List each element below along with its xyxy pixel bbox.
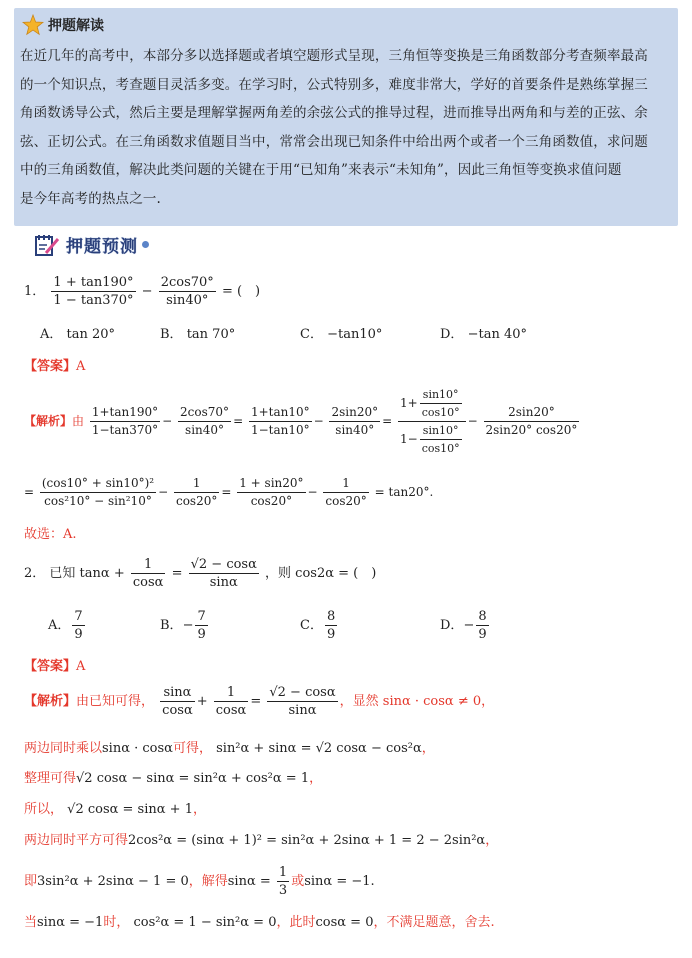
q1-option-c: C． −tan10°: [300, 327, 383, 342]
q2-stem: [24, 556, 376, 591]
sol-frac: $\frac{√2 - \cos\alpha}{\sin\alpha}$: [269, 685, 336, 718]
section-title: 押题预测: [66, 237, 138, 257]
q1-answer-value: A: [76, 359, 86, 374]
q1-number: 1．: [24, 284, 46, 299]
intro-line: 是今年高考的热点之一.: [20, 190, 161, 207]
q2-solution-line-6: 即3sin²α + 2sinα − 1 = 0，解得sinα = $\frac{1}{3}$ 或sinα = −1.: [24, 865, 375, 898]
sol-frac: $\frac{2\cos 70^\circ}{\sin 40^\circ}$: [180, 405, 230, 437]
sol-frac: $\frac{1}{\cos 20^\circ}$: [325, 476, 367, 508]
q1-you: 由: [72, 414, 85, 428]
sol-frac: $\frac{1 + \sin 20^\circ}{\cos 20^\circ}$: [239, 476, 304, 508]
sol-frac: $\frac{1}{\cos\alpha}$: [215, 685, 247, 718]
intro-line: 弦、正切公式。在三角函数求值题目当中，常常会出现已知条件中给出两个或者一个三角函数值，求问题: [20, 133, 648, 150]
q1-solution-line-1: 【解析】由 $\frac{1+\tan 190^\circ}{1-\tan 370^\circ}$ − $\frac{2\cos 70^\circ}{\sin 40^\circ}$ = $\frac{1+\tan 10^\circ}{1-\tan 10^\circ}$ − $\frac{2\sin 20^\circ}{\sin 40^\circ}$ = 1+ $\frac{\sin 10^\circ}{\cos 10^\circ}$ 1− $\frac{\sin 10^\circ}{\cos 10^\circ}$ − $\frac{2\sin 20^\circ}{2\sin 20^\circ \cos 20^\circ}$: [24, 388, 578, 455]
sol-frac: $\frac{2\sin 20^\circ}{2\sin 20^\circ \cos 20^\circ}$: [485, 405, 578, 437]
sol-frac: $\frac{\text{(cos10° + sin10°)²}}{\text{cos²10° − sin²10°}}$: [41, 476, 155, 508]
q1-answer: [24, 355, 85, 374]
star-icon: [22, 14, 44, 36]
sol-result: = tan20°.: [374, 485, 434, 499]
sol-frac: $\frac{1}{3}$: [278, 865, 288, 898]
q1-option-d: D． −tan 40°: [440, 327, 527, 342]
q2-tail: ，则 cos2α = ( ): [265, 566, 377, 581]
intro-line: 角函数诱导公式，然后主要是理解掌握两角差的余弦公式的推导过程，进而推导出两角和与差的正弦、余: [20, 105, 648, 122]
q2-eq: =: [171, 566, 183, 581]
q2-answer-label: 【答案】: [24, 659, 77, 674]
q2-option-a: A． $\frac{7}{9}$: [48, 609, 83, 642]
q2-option-b: B．− $\frac{7}{9}$: [160, 609, 206, 642]
q1-option-a: A． tan 20°: [40, 327, 116, 342]
q2-fraction-2: $\frac{√2 - \cos\alpha}{\sin\alpha}$: [190, 557, 257, 590]
q2-number: 2．: [24, 566, 46, 581]
sol-frac: $\frac{1+\tan 10^\circ}{1-\tan 10^\circ}$: [250, 405, 310, 437]
q2-solution-line-1: 【解析】由已知可得， $\frac{\sin\alpha}{\cos\alpha}$ + $\frac{1}{\cos\alpha}$ = $\frac{√2 - \cos\alpha}{\sin\alpha}$ ，显然 sinα · cosα ≠ 0，: [24, 685, 495, 718]
notepad-pencil-icon: [34, 233, 60, 257]
intro-title: 押题解读: [48, 18, 104, 34]
q2-answer-value: A: [76, 659, 86, 674]
q2-option-c: C． $\frac{8}{9}$: [300, 609, 336, 642]
q2-solution-line-4: 所以， √2 cosα = sinα + 1，: [24, 802, 206, 817]
intro-line: 在近几年的高考中，本部分多以选择题或者填空题形式呈现，三角恒等变换是三角函数部分考查频率最高: [20, 48, 648, 64]
intro-header: [22, 14, 104, 36]
q2-answer: [24, 655, 85, 674]
sol-frac: $\frac{2\sin 20^\circ}{\sin 40^\circ}$: [331, 405, 379, 437]
q2-solution-line-5: 两边同时平方可得2cos²α = (sinα + 1)² = sin²α + 2sinα + 1 = 2 − 2sin²α，: [24, 833, 499, 848]
q1-fraction-1: $\frac{1 + \tan 190^\circ}{1 - \tan 370^\circ}$: [53, 275, 134, 308]
intro-box: [14, 8, 678, 226]
q1-minus: −: [141, 284, 153, 299]
q2-fraction-1: $\frac{1}{\cos\alpha}$: [132, 557, 164, 590]
q2-jiexi-label: 【解析】: [24, 694, 77, 709]
sol-frac: $\frac{\sin\alpha}{\cos\alpha}$: [162, 685, 193, 718]
sol-frac: $\frac{1+\tan 190^\circ}{1-\tan 370^\circ}$: [91, 405, 159, 437]
intro-line: 的一个知识点，考查题目灵活多变。在学习时，公式特别多，难度非常大，学好的首要条件是熟练掌握三: [20, 76, 648, 93]
q2-j1-pre: 由已知可得，: [76, 694, 155, 709]
sol-frac: $\frac{1}{\cos 20^\circ}$: [175, 476, 218, 508]
q1-fraction-2: $\frac{2\cos 70^\circ}{\sin 40^\circ}$: [160, 275, 214, 308]
q2-solution-line-7: 当sinα = −1时， cos²α = 1 − sin²α = 0，此时cosα = 0，不满足题意，舍去.: [24, 915, 495, 930]
intro-line: 中的三角函数值，解决此类问题的关键在于用“已知角”来表示“未知角”，因此三角恒等变换求值问题: [20, 162, 622, 179]
q1-stem: [24, 274, 260, 309]
q2-solution-line-2: 两边同时乘以sinα · cosα可得， sin²α + sinα = √2 cosα − cos²α，: [24, 741, 435, 756]
q2-pre: 已知 tanα +: [49, 566, 125, 581]
sol-compound-frac: 1+ $\frac{\sin 10^\circ}{\cos 10^\circ}$ 1− $\frac{\sin 10^\circ}{\cos 10^\circ}$: [398, 386, 466, 457]
q1-tail: = ( ): [221, 284, 261, 299]
q1-answer-label: 【答案】: [24, 359, 77, 374]
intro-text: [20, 42, 672, 214]
q2-option-d: D．− $\frac{8}{9}$: [440, 609, 487, 642]
q2-solution-line-3: 整理可得√2 cosα − sinα = sin²α + cos²α = 1，: [24, 771, 323, 786]
section-dot: [142, 241, 149, 248]
q1-conclusion: 故选：A.: [24, 527, 77, 542]
q2-j1-post: ，显然 sinα · cosα ≠ 0，: [339, 694, 495, 709]
q1-jiexi-label: 【解析】: [24, 414, 73, 428]
section-header: [34, 232, 149, 257]
q1-option-b: B． tan 70°: [160, 327, 236, 342]
q1-solution-line-2: = $\frac{\text{(cos10° + sin10°)²}}{\text{cos²10° − sin²10°}}$ − $\frac{1}{\cos 20^\circ}$ = $\frac{1 + \sin 20^\circ}{\cos 20^\circ}$ − $\frac{1}{\cos 20^\circ}$ = tan20°.: [24, 476, 434, 508]
